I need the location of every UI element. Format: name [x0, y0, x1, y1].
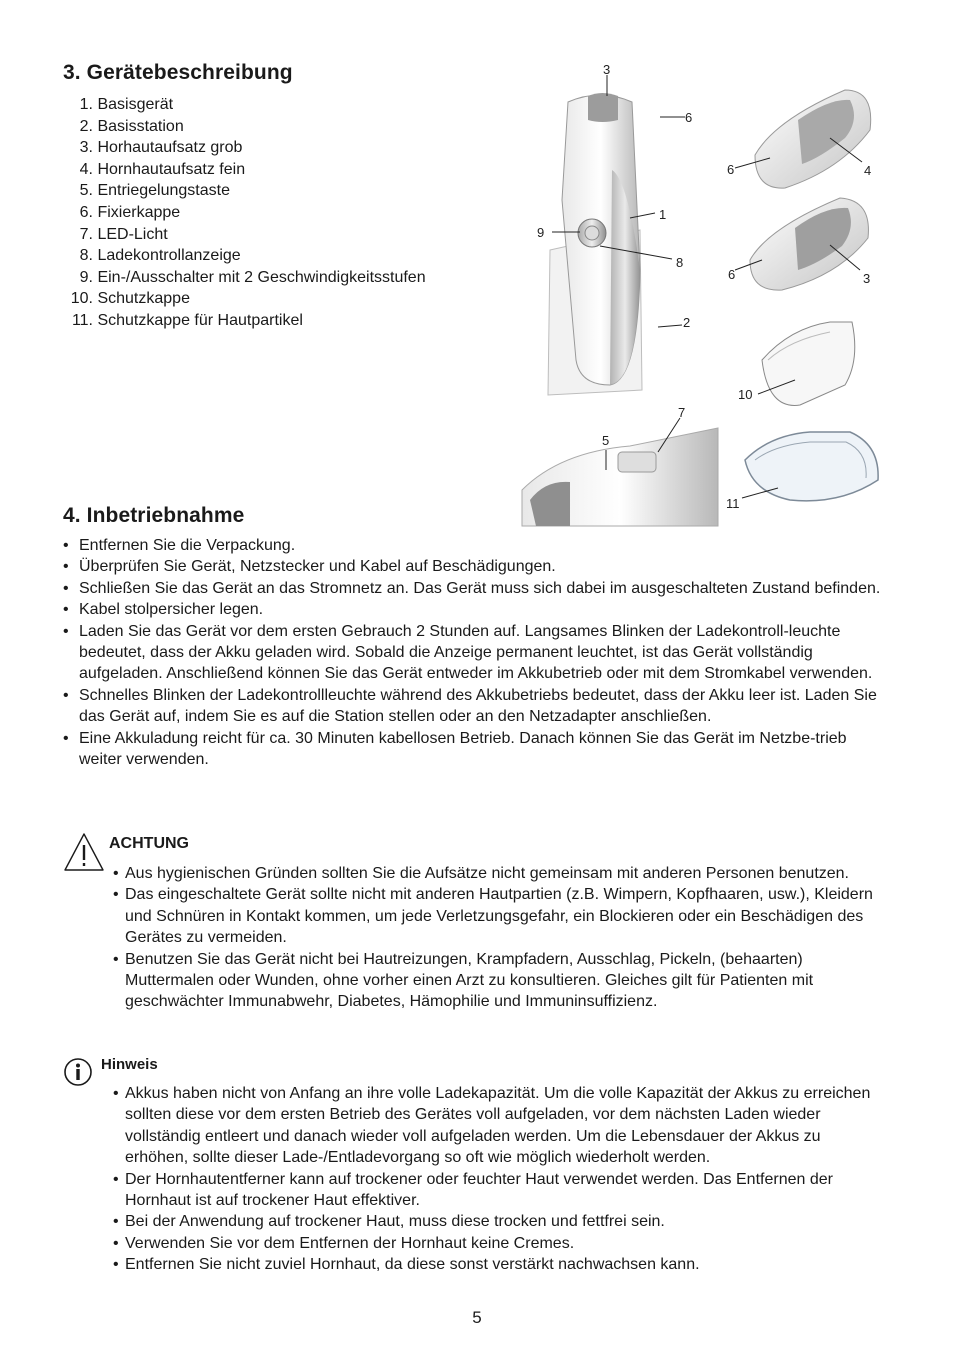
figure-label-10: 10	[738, 387, 753, 402]
figure-label-6: 6	[685, 110, 693, 125]
warning-title: ACHTUNG	[109, 835, 189, 852]
list-item: • Entfernen Sie die Verpackung.	[63, 537, 296, 554]
list-item: 3. Horhautaufsatz grob	[79, 139, 243, 157]
figure-label-7: 7	[678, 405, 686, 420]
parts-list	[60, 94, 426, 332]
setup-bullet-list	[63, 535, 893, 770]
figure-label-3b: 3	[863, 271, 871, 286]
section-4-title: 4. Inbetriebnahme	[63, 504, 245, 527]
list-item: • Akkus haben nicht von Anfang an ihre volle Ladekapazität. Um die volle Kapazität der Akkus zu erreichen sollten diese vor dem ersten Betrieb des Gerätes voll aufgeladen, vor dem nächsten Laden wieder vollständig entleert und danach wieder voll aufgeladen werden. Um die Lebensdauer der Akkus zu erhöhen, sollte dieser Lade-/Entladevorgang so oft wie möglich wiederholt werden.	[113, 1085, 871, 1167]
list-item: • Der Hornhautentferner kann auf trockener oder feuchter Haut verwendet werden. Das Entfernen der Hornhaut ist auf trockener Haut effektiver.	[113, 1170, 833, 1210]
section-3-title: 3. Gerätebeschreibung	[63, 61, 293, 84]
list-item: • Benutzen Sie das Gerät nicht bei Hautreizungen, Krampfadern, Ausschlag, Pickeln, (behaarten) Muttermalen oder Wunden, ohne vorher einen Arzt zu konsultieren. Gleiches gilt für Patienten mit geschwächter Immunabwehr, Diabetes, Hämophilie und Immuninsuffizienz.	[113, 950, 814, 1011]
warning-bullet-list	[113, 863, 883, 1013]
list-item: 2. Basisstation	[79, 117, 184, 135]
list-item: 10. Schutzkappe	[70, 290, 190, 308]
list-item: • Eine Akkuladung reicht für ca. 30 Minuten kabellosen Betrieb. Danach können Sie das Gerät im Netzbe-trieb weiter verwenden.	[63, 729, 847, 769]
list-item: • Überprüfen Sie Gerät, Netzstecker und Kabel auf Beschädigungen.	[63, 558, 556, 576]
figure-label-5: 5	[602, 433, 610, 448]
list-item: • Das eingeschaltete Gerät sollte nicht mit anderen Hautpartien (z.B. Wimpern, Kopfhaaren, usw.), Kleidern und Schnüren in Kontakt kommen, um jede Verletzungsgefahr, ein Blockieren oder ein Beschädigen des Gerätes zu vermeiden.	[113, 886, 873, 947]
list-item: 5. Entriegelungstaste	[79, 182, 230, 200]
figure-label-8: 8	[676, 255, 684, 270]
figure-label-9: 9	[537, 225, 545, 240]
list-item: • Schließen Sie das Gerät an das Stromnetz an. Das Gerät muss sich dabei im ausgeschalteten Zustand befinden.	[63, 579, 881, 597]
warning-triangle-icon	[63, 832, 105, 874]
note-bullet-list	[113, 1083, 888, 1276]
list-item: 1. Basisgerät	[79, 96, 174, 113]
figure-label-11: 11	[726, 496, 740, 511]
figure-label-1: 1	[659, 207, 667, 222]
note-title: Hinweis	[101, 1056, 158, 1073]
list-item: • Schnelles Blinken der Ladekontrollleuchte während des Akkubetriebs bedeutet, dass der Akku leer ist. Laden Sie das Gerät auf, indem Sie es auf die Station stellen oder an den Netzadapter anschließen.	[63, 686, 877, 726]
page-number: 5	[472, 1308, 482, 1327]
figure-label-6b: 6	[727, 162, 735, 177]
list-item: 6. Fixierkappe	[79, 203, 181, 221]
list-item: • Entfernen Sie nicht zuviel Hornhaut, da diese sonst verstärkt nachwachsen kann.	[113, 1256, 700, 1274]
info-icon	[63, 1057, 93, 1087]
figure-label-3: 3	[603, 62, 611, 77]
list-item: • Kabel stolpersicher legen.	[63, 601, 264, 619]
list-item: 4. Hornhautaufsatz fein	[79, 160, 246, 178]
product-illustration	[500, 60, 900, 530]
list-item: 7. LED-Licht	[79, 225, 168, 243]
list-item: 11. Schutzkappe für Hautpartikel	[71, 311, 303, 329]
list-item: 8. Ladekontrollanzeige	[79, 247, 241, 265]
figure-label-4: 4	[864, 163, 872, 178]
list-item: • Laden Sie das Gerät vor dem ersten Gebrauch 2 Stunden auf. Langsames Blinken der Ladekontroll-leuchte bedeutet, dass der Akku geladen wird. Sobald die Anzeige permanent leuchtet, ist das Gerät vollständig aufgeladen. Anschließend können Sie das Gerät entweder im Akkubetrieb oder mit dem Stromkabel verwenden.	[63, 622, 873, 683]
list-item: • Aus hygienischen Gründen sollten Sie die Aufsätze nicht gemeinsam mit anderen Personen benutzen.	[113, 865, 849, 882]
list-item: • Bei der Anwendung auf trockener Haut, muss diese trocken und fettfrei sein.	[113, 1213, 665, 1231]
figure-label-6c: 6	[728, 267, 736, 282]
list-item: • Verwenden Sie vor dem Entfernen der Hornhaut keine Cremes.	[113, 1234, 575, 1252]
figure-label-2: 2	[683, 315, 691, 330]
list-item: 9. Ein-/Ausschalter mit 2 Geschwindigkeitsstufen	[79, 268, 426, 286]
